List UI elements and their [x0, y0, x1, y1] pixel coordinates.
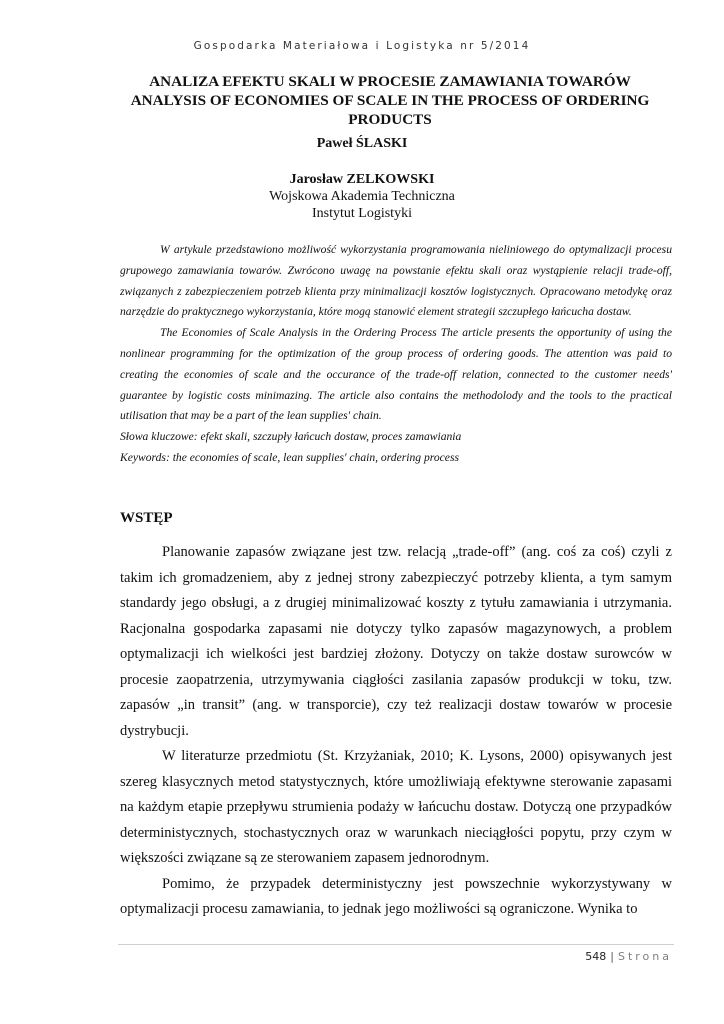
article-titles — [110, 72, 670, 129]
abstract — [120, 240, 672, 469]
title-english: ANALYSIS OF ECONOMIES OF SCALE IN THE PROCESS OF ORDERING PRODUCTS — [130, 92, 650, 128]
section-heading: WSTĘP — [120, 510, 173, 526]
body-paragraph: Pomimo, że przypadek deterministyczny jest powszechnie wykorzystywany w optymalizacji procesu zamawiania, to jednak jego możliwości są ograniczone. Wynika to — [120, 875, 672, 917]
journal-header: Gospodarka Materiałowa i Logistyka nr 5/2014 — [193, 40, 531, 52]
abstract-polish: W artykule przedstawiono możliwość wykorzystania programowania nieliniowego do optymalizacji procesu grupowego zamawiania towarów. Zwrócono uwagę na powstanie efektu skali oraz wystąpienie relacji trade-off, związanych z zabezpieczeniem potrzeb klienta przy minimalizacji kosztów logistycznych. Opracowano metodykę oraz narzędzie do praktycznego wykorzystania, które mogą stanowić element strategii szczupłego łańcucha dostaw. — [120, 243, 672, 319]
keywords-polish: Słowa kluczowe: efekt skali, szczupły łańcuch dostaw, proces zamawiania — [120, 430, 462, 444]
body-text — [120, 540, 672, 923]
affiliation-university: Wojskowa Akademia Techniczna — [269, 189, 455, 204]
title-polish: ANALIZA EFEKTU SKALI W PROCESIE ZAMAWIANIA TOWARÓW — [149, 73, 631, 90]
abstract-english: The Economies of Scale Analysis in the Ordering Process The article presents the opportunity of using the nonlinear programming for the optimization of the group process of ordering goods. The attention was paid to creating the economies of scale and the occurance of the trade-off relation, connected to the customer needs' guarantee by logistic costs minimazing. The article also contains the methodolody and the tools to the practical utilisation that may be a part of the lean supplies' chain. — [120, 326, 672, 423]
body-paragraph: Planowanie zapasów związane jest tzw. relacją „trade-off” (ang. coś za coś) czyli z takim ich gromadzeniem, aby z jednej strony zabezpieczyć potrzeby klienta, a tym samym standardy jego obsługi, a z drugiej minimalizować koszty z tytułu zamawiania i utrzymania. Racjonalna gospodarka zapasami nie dotyczy tylko zapasów magazynowych, a problem optymalizacji ich wielkości jest bardziej złożony. Dotyczy on także dostaw surowców w procesie zaopatrzenia, utrzymywania ciągłości zasilania zapasów produkcji w toku, tzw. zapasów „in transit” (ang. w transporcie), czy też realizacji dostaw towarów w procesie dystrybucji. — [120, 544, 672, 739]
footer-separator: | — [610, 950, 614, 963]
body-paragraph: W literaturze przedmiotu (St. Krzyżaniak, 2010; K. Lysons, 2000) opisywanych jest szereg klasycznych metod statystycznych, które umożliwiają efektywne sterowanie zapasami na każdym etapie przepływu strumienia podaży w łańcuchu dostaw. Dotyczą one przypadków deterministycznych, stochastycznych oraz w warunkach nieciągłości popytu, przy czym w większości związane są ze sterowaniem zapasem jednorodnym. — [120, 748, 672, 866]
page-footer — [585, 950, 672, 963]
keywords-english: Keywords: the economies of scale, lean supplies' chain, ordering process — [120, 450, 459, 464]
author-1: Paweł ŚLASKI — [316, 136, 408, 151]
author-2-block — [0, 171, 724, 222]
footer-divider — [118, 944, 674, 945]
page-label: Strona — [617, 950, 672, 963]
affiliation-institute: Instytut Logistyki — [312, 206, 412, 221]
page-number: 548 — [585, 950, 607, 963]
author-2: Jarosław ZELKOWSKI — [289, 172, 435, 187]
